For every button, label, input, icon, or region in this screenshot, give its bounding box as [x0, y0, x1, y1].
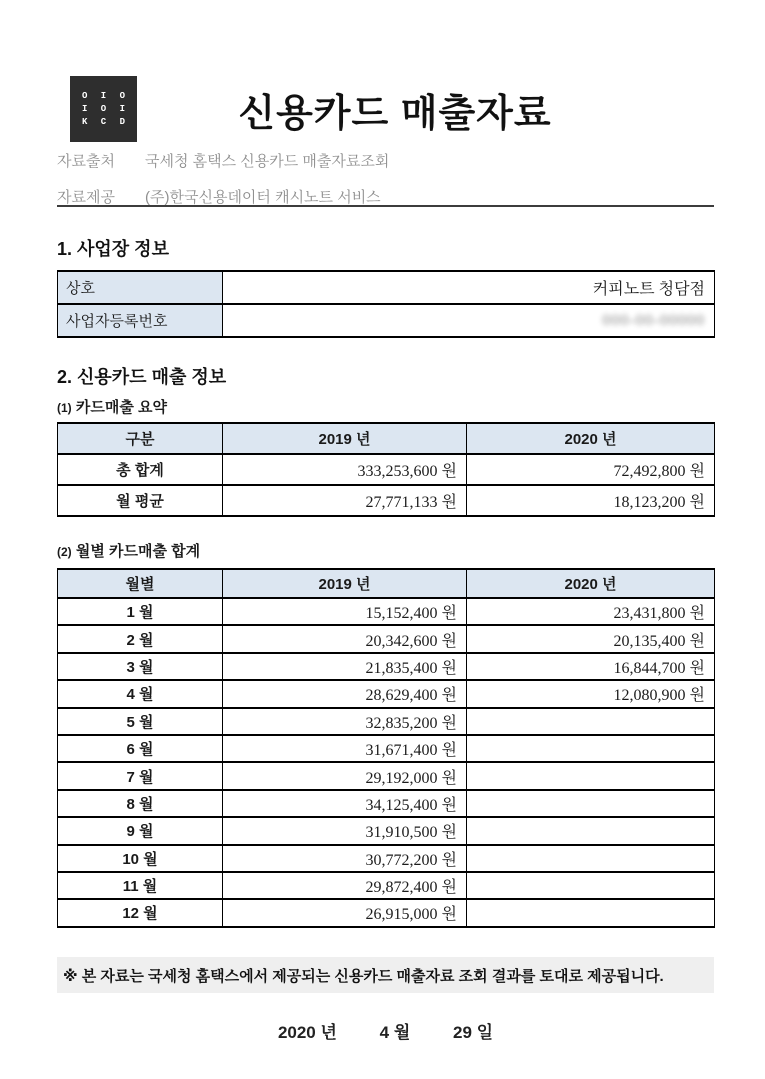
value-2020: 23,431,800 원	[467, 598, 715, 625]
value-2019: 29,192,000 원	[223, 762, 467, 789]
value-2020: 18,123,200 원	[467, 485, 715, 516]
kcd-logo-line: O I O	[81, 90, 129, 101]
value-2019: 21,835,400 원	[223, 653, 467, 680]
value-2019: 15,152,400 원	[223, 598, 467, 625]
date-month: 4 월	[379, 1023, 411, 1042]
table-row	[58, 899, 715, 926]
meta-label: 자료제공	[57, 188, 115, 206]
value-2020: 20,135,400 원	[467, 625, 715, 652]
month-label: 4 월	[58, 680, 223, 707]
table-row	[58, 708, 715, 735]
value-2019: 20,342,600 원	[223, 625, 467, 652]
table-row	[58, 485, 715, 516]
col-header-2019: 2019 년	[223, 423, 467, 454]
business-info-table	[57, 270, 715, 338]
table-row	[58, 817, 715, 844]
month-label: 3 월	[58, 653, 223, 680]
col-header-gubun: 구분	[58, 423, 223, 454]
meta-row-source	[57, 142, 713, 178]
document-date	[57, 1018, 714, 1043]
value-2020	[467, 762, 715, 789]
business-number-redacted: 000-00-00000	[223, 304, 715, 337]
month-label: 12 월	[58, 899, 223, 926]
meta-label: 자료출처	[57, 152, 115, 170]
value-2019: 30,772,200 원	[223, 845, 467, 872]
col-header-2020: 2020 년	[467, 423, 715, 454]
table-row	[58, 790, 715, 817]
subheading-text: 카드매출 요약	[75, 399, 167, 416]
value-2019: 29,872,400 원	[223, 872, 467, 899]
value-2019: 32,835,200 원	[223, 708, 467, 735]
business-name-value: 커피노트 청담점	[223, 271, 715, 304]
table-row	[58, 271, 715, 304]
col-header-2020: 2020 년	[467, 569, 715, 598]
meta-value: (주)한국신용데이터 캐시노트 서비스	[145, 188, 381, 206]
date-day: 29 일	[452, 1023, 494, 1042]
table-row	[58, 454, 715, 485]
value-2019: 31,671,400 원	[223, 735, 467, 762]
kcd-logo-line: K C D	[81, 116, 129, 127]
monthly-card-sales-table	[57, 568, 715, 928]
kcd-logo	[70, 76, 137, 142]
kcd-logo-line: I O I	[81, 103, 129, 114]
date-year: 2020 년	[277, 1023, 337, 1042]
value-2020	[467, 899, 715, 926]
subheading-number: (2)	[57, 545, 72, 559]
table-row	[58, 625, 715, 652]
page-title: 신용카드 매출자료	[238, 93, 552, 135]
summary-subheading	[57, 396, 167, 417]
month-label: 6 월	[58, 735, 223, 762]
monthly-subheading	[57, 540, 200, 561]
month-label: 5 월	[58, 708, 223, 735]
month-label: 7 월	[58, 762, 223, 789]
month-label: 8 월	[58, 790, 223, 817]
table-row	[58, 735, 715, 762]
table-row	[58, 598, 715, 625]
table-row	[58, 680, 715, 707]
row-label: 총 합계	[58, 454, 223, 485]
card-sales-summary-table	[57, 422, 715, 517]
value-2019: 31,910,500 원	[223, 817, 467, 844]
value-2020: 16,844,700 원	[467, 653, 715, 680]
month-label: 2 월	[58, 625, 223, 652]
document-meta	[57, 142, 713, 214]
section2-heading: 2. 신용카드 매출 정보	[57, 367, 227, 387]
value-2020	[467, 817, 715, 844]
value-2020: 72,492,800 원	[467, 454, 715, 485]
table-row	[58, 762, 715, 789]
table-header-row	[58, 569, 715, 598]
value-2019: 34,125,400 원	[223, 790, 467, 817]
meta-row-provider	[57, 178, 713, 214]
subheading-number: (1)	[57, 401, 72, 415]
value-2019: 333,253,600 원	[223, 454, 467, 485]
business-number-label: 사업자등록번호	[58, 304, 223, 337]
business-name-label: 상호	[58, 271, 223, 304]
section1-heading: 1. 사업장 정보	[57, 239, 169, 259]
value-2020	[467, 845, 715, 872]
value-2019: 28,629,400 원	[223, 680, 467, 707]
footnote-bar: ※ 본 자료는 국세청 홈택스에서 제공되는 신용카드 매출자료 조회 결과를 토대로 제공됩니다.	[57, 957, 714, 993]
value-2020	[467, 735, 715, 762]
table-row	[58, 304, 715, 337]
value-2020	[467, 790, 715, 817]
table-row	[58, 653, 715, 680]
value-2020	[467, 872, 715, 899]
table-row	[58, 845, 715, 872]
col-header-2019: 2019 년	[223, 569, 467, 598]
value-2019: 27,771,133 원	[223, 485, 467, 516]
value-2019: 26,915,000 원	[223, 899, 467, 926]
month-label: 1 월	[58, 598, 223, 625]
month-label: 11 월	[58, 872, 223, 899]
value-2020	[467, 708, 715, 735]
value-2020: 12,080,900 원	[467, 680, 715, 707]
month-label: 9 월	[58, 817, 223, 844]
table-header-row	[58, 423, 715, 454]
col-header-month: 월별	[58, 569, 223, 598]
row-label: 월 평균	[58, 485, 223, 516]
table-row	[58, 872, 715, 899]
subheading-text: 월별 카드매출 합계	[75, 543, 201, 560]
meta-value: 국세청 홈택스 신용카드 매출자료조회	[145, 152, 390, 170]
header-divider	[57, 205, 714, 207]
month-label: 10 월	[58, 845, 223, 872]
